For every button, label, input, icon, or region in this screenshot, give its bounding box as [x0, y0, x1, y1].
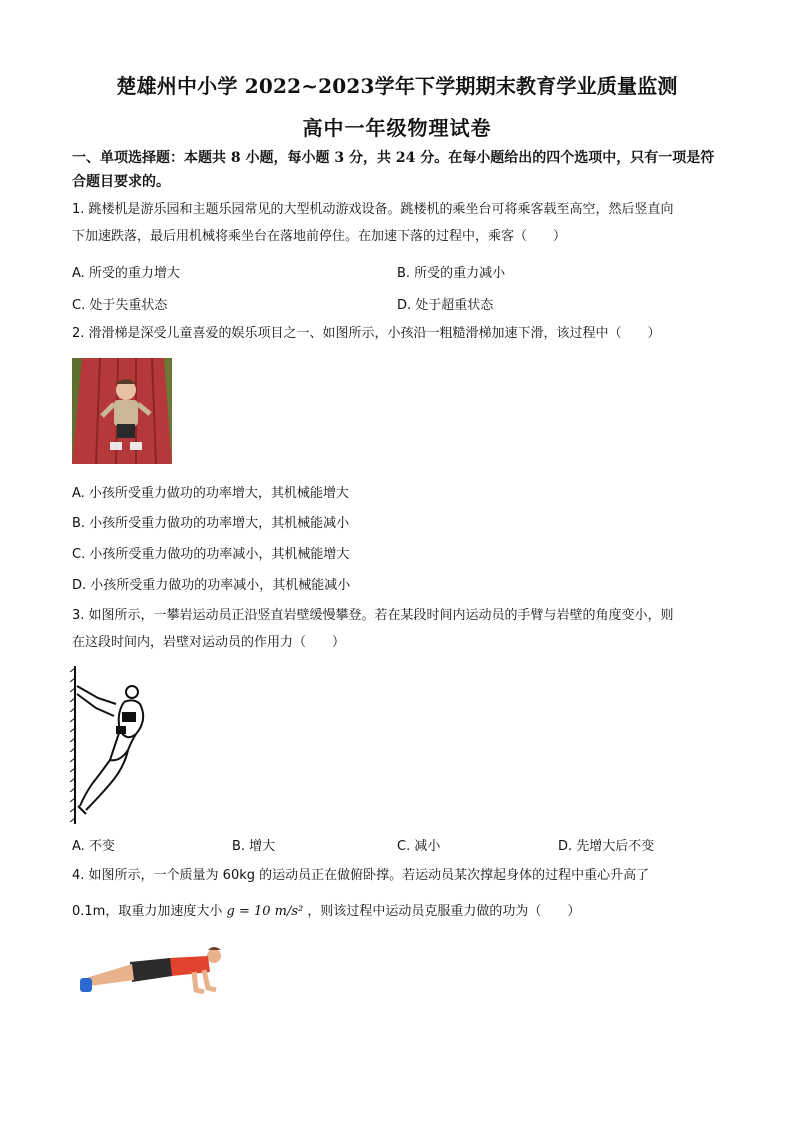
q1-option-a: A. 所受的重力增大 [72, 266, 180, 281]
question-2-stem: 2. 滑滑梯是深受儿童喜爱的娱乐项目之一、如图所示，小孩沿一粗糙滑梯加速下滑，该过程中（ ） [72, 326, 661, 341]
q1-option-b: B. 所受的重力减小 [397, 266, 506, 281]
question-1-stem [72, 196, 724, 250]
q2-option-a: A. 小孩所受重力做功的功率增大，其机械能增大 [72, 486, 349, 501]
question-4-line1: 4. 如图所示，一个质量为 60kg 的运动员正在做俯卧撑。若运动员某次撑起身体的过程中重心升高了 [72, 868, 650, 883]
question-3-line2: 在这段时间内，岩壁对运动员的作用力（ ） [72, 635, 346, 650]
slide-photo [72, 358, 172, 464]
q1-option-c: C. 处于失重状态 [72, 298, 168, 313]
q2-option-b: B. 小孩所受重力做功的功率增大，其机械能减小 [72, 516, 350, 531]
question-1-line1: 1. 跳楼机是游乐园和主题乐园常见的大型机动游戏设备。跳楼机的乘坐台可将乘客载至高空，然后竖直向 [72, 202, 674, 217]
question-3-stem [72, 602, 724, 656]
q3-option-d: D. 先增大后不变 [558, 839, 655, 854]
q2-option-c: C. 小孩所受重力做功的功率减小，其机械能增大 [72, 547, 350, 562]
pushup-figure [76, 944, 230, 1006]
q3-option-b: B. 增大 [232, 839, 276, 854]
q3-option-c: C. 减小 [397, 839, 441, 854]
question-1-line2: 下加速跌落，最后用机械将乘坐台在落地前停住。在加速下落的过程中，乘客（ ） [72, 229, 567, 244]
question-4-line2 [72, 898, 724, 925]
q1-option-d: D. 处于超重状态 [397, 298, 494, 313]
q3-option-a: A. 不变 [72, 839, 115, 854]
section-heading: 一、单项选择题：本题共 8 小题，每小题 3 分，共 24 分。在每小题给出的四个选项中，只有一项是符合题目要求的。 [72, 150, 715, 190]
gravity-formula: g = 10 m/s² [226, 904, 304, 919]
exam-title: 楚雄州中小学 2022~2023学年下学期期末教育学业质量监测 [116, 74, 678, 98]
question-3-line1: 3. 如图所示，一攀岩运动员正沿竖直岩壁缓慢攀登。若在某段时间内运动员的手臂与岩壁的角度变小，则 [72, 608, 674, 623]
q2-option-d: D. 小孩所受重力做功的功率减小，其机械能减小 [72, 578, 351, 593]
exam-subtitle: 高中一年级物理试卷 [302, 116, 492, 140]
climber-figure [70, 664, 160, 826]
question-4-line2-pre: 0.1m，取重力加速度大小 [72, 904, 223, 919]
question-4-line2-post: ，则该过程中运动员克服重力做的功为（ ） [307, 904, 581, 919]
